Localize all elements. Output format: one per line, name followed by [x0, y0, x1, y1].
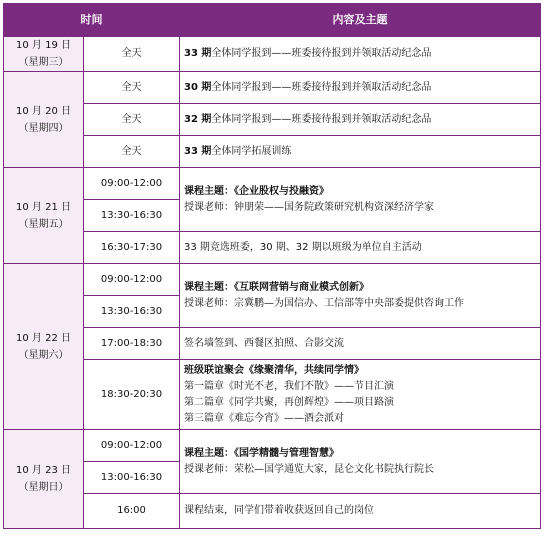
table-row — [4, 360, 541, 430]
table-row — [4, 168, 541, 200]
date-text: 10 月 22 日 — [16, 332, 71, 344]
session-text: 全体同学报到——班委接待报到并领取活动纪念品 — [211, 113, 432, 125]
time-cell: 16:00 — [84, 494, 180, 529]
time-cell: 全天 — [84, 72, 180, 104]
table-row — [4, 430, 541, 462]
time-cell: 13:30-16:30 — [84, 296, 180, 328]
content-cell — [180, 104, 541, 136]
content-cell: 签名墙签到、西餐区拍照、合影交流 — [180, 328, 541, 360]
weekday-text: （星期三） — [18, 57, 69, 68]
session-bold: 33 期 — [184, 48, 212, 59]
header-time: 时间 — [4, 4, 180, 37]
content-cell — [180, 430, 541, 494]
time-cell: 全天 — [84, 136, 180, 168]
time-cell: 16:30-17:30 — [84, 232, 180, 264]
date-cell — [4, 72, 84, 168]
date-cell — [4, 168, 84, 264]
date-cell — [4, 430, 84, 529]
table-row — [4, 264, 541, 296]
weekday-text: （星期日） — [18, 482, 69, 493]
content-cell — [180, 264, 541, 328]
time-cell: 全天 — [84, 37, 180, 72]
header-row — [4, 4, 541, 37]
schedule-table — [3, 3, 541, 529]
date-cell — [4, 37, 84, 72]
course-teacher: 授课老师：钟朋荣——国务院政策研究机构资深经济学家 — [184, 201, 434, 213]
session-bold: 33 期 — [184, 145, 212, 157]
table-row — [4, 232, 541, 264]
time-cell: 09:00-12:00 — [84, 430, 180, 462]
session-text: 全体同学报到——班委接待报到并领取活动纪念品 — [211, 48, 432, 59]
course-topic: 课程主题：《国学精髓与管理智慧》 — [184, 447, 339, 459]
date-text: 10 月 23 日 — [16, 465, 71, 476]
table-row — [4, 136, 541, 168]
time-cell: 18:30-20:30 — [84, 360, 180, 430]
content-cell: 33 期竞选班委，30 期、32 期以班级为单位自主活动 — [180, 232, 541, 264]
table-row — [4, 494, 541, 529]
weekday-text: （星期四） — [18, 122, 69, 134]
date-cell — [4, 264, 84, 430]
table-row — [4, 328, 541, 360]
time-cell: 13:00-16:30 — [84, 462, 180, 494]
session-bold: 32 期 — [184, 113, 212, 125]
header-content: 内容及主题 — [180, 4, 541, 37]
session-text: 全体同学拓展训练 — [211, 145, 292, 157]
weekday-text: （星期五） — [18, 218, 69, 230]
course-teacher: 授课老师：荣松—国学通览大家，昆仑文化书院执行院长 — [184, 463, 434, 475]
course-topic: 课程主题：《互联网营销与商业模式创新》 — [184, 281, 369, 293]
session-text: 全体同学报到——班委接待报到并领取活动纪念品 — [211, 81, 432, 93]
date-text: 10 月 19 日 — [16, 40, 71, 51]
course-topic: 课程主题：《企业股权与投融资》 — [184, 185, 329, 197]
content-cell — [180, 136, 541, 168]
table-row — [4, 37, 541, 72]
table-row — [4, 72, 541, 104]
content-cell: 课程结束，同学们带着收获返回自己的岗位 — [180, 494, 541, 529]
content-cell — [180, 360, 541, 430]
course-teacher: 授课老师：宗冀鹏—为国信办、工信部等中央部委提供咨询工作 — [184, 297, 464, 309]
content-cell — [180, 72, 541, 104]
date-text: 10 月 21 日 — [16, 201, 71, 213]
party-chapter: 第二篇章《同学共聚，再创辉煌》——项目路演 — [184, 396, 394, 408]
time-cell: 13:30-16:30 — [84, 200, 180, 232]
date-text: 10 月 20 日 — [16, 105, 71, 117]
time-cell: 全天 — [84, 104, 180, 136]
table-row — [4, 104, 541, 136]
party-chapter: 第三篇章《难忘今宵》——酒会派对 — [184, 412, 344, 424]
party-title: 班级联谊聚会《缘聚清华，共续同学情》 — [184, 364, 364, 376]
content-cell — [180, 37, 541, 72]
party-chapter: 第一篇章《时光不老，我们不散》——节目汇演 — [184, 380, 394, 392]
time-cell: 09:00-12:00 — [84, 264, 180, 296]
weekday-text: （星期六） — [18, 349, 69, 361]
time-cell: 17:00-18:30 — [84, 328, 180, 360]
content-cell — [180, 168, 541, 232]
time-cell: 09:00-12:00 — [84, 168, 180, 200]
session-bold: 30 期 — [184, 81, 212, 93]
